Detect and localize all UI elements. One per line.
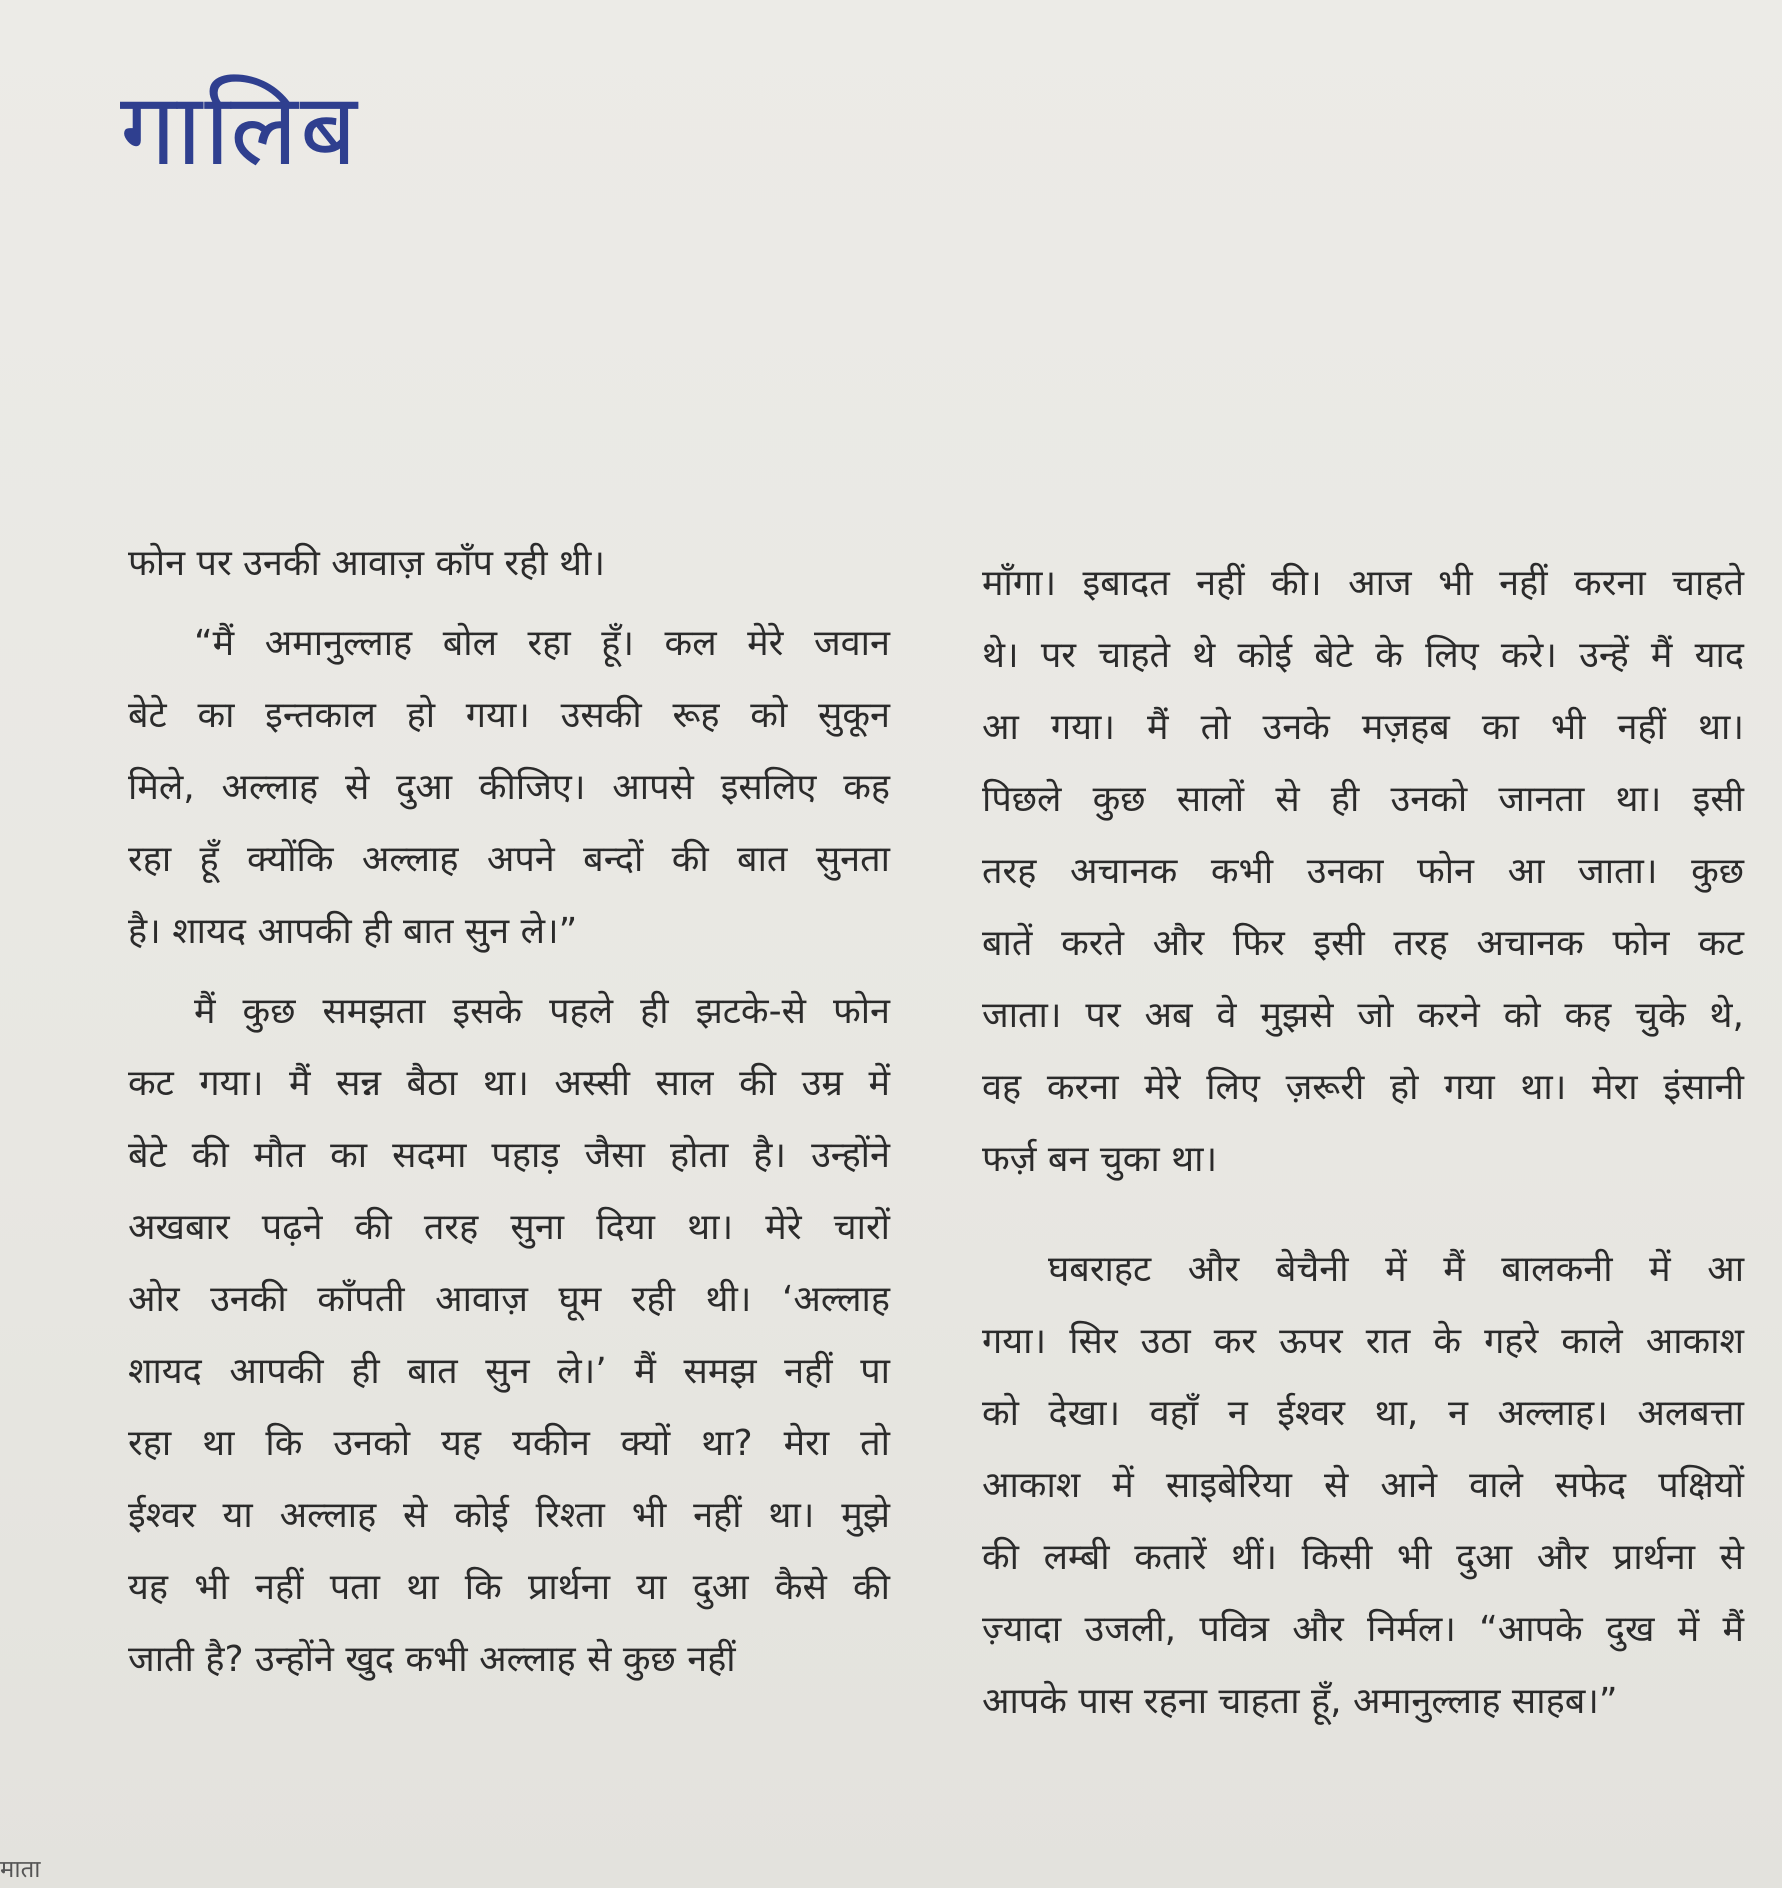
text-line: अखबार पढ़ने की तरह सुना दिया था। मेरे चारों [128, 1207, 890, 1248]
text-line: तरह अचानक कभी उनका फोन आ जाता। कुछ [982, 851, 1744, 892]
chapter-title: गालिब [120, 71, 359, 188]
text-line: रहा था कि उनको यह यकीन क्यों था? मेरा तो [128, 1423, 890, 1464]
text-line: वह करना मेरे लिए ज़रूरी हो गया था। मेरा इंसानी [982, 1067, 1744, 1108]
text-line: पिछले कुछ सालों से ही उनको जानता था। इसी [982, 779, 1744, 820]
text-line: ईश्वर या अल्लाह से कोई रिश्ता भी नहीं था। मुझे [128, 1495, 890, 1536]
text-line: कट गया। मैं सन्न बैठा था। अस्सी साल की उम्र में [128, 1063, 890, 1104]
text-line: जाती है? उन्होंने खुद कभी अल्लाह से कुछ नहीं [128, 1639, 736, 1680]
text-line: बेटे की मौत का सदमा पहाड़ जैसा होता है। उन्होंने [128, 1135, 890, 1176]
text-line: रहा हूँ क्योंकि अल्लाह अपने बन्दों की बात सुनता [128, 839, 890, 880]
text-line: बातें करते और फिर इसी तरह अचानक फोन कट [982, 923, 1744, 964]
text-line: है। शायद आपकी ही बात सुन ले।” [128, 911, 578, 952]
text-line: बेटे का इन्तकाल हो गया। उसकी रूह को सुकून [128, 695, 890, 736]
text-line: यह भी नहीं पता था कि प्रार्थना या दुआ कैसे की [128, 1567, 890, 1608]
page-footer-fragment: माता [0, 1855, 41, 1883]
text-line: थे। पर चाहते थे कोई बेटे के लिए करे। उन्हें मैं याद [982, 635, 1744, 676]
paragraph [128, 976, 890, 1696]
text-line: की लम्बी कतारें थीं। किसी भी दुआ और प्रार्थना से [982, 1537, 1744, 1578]
text-line: आ गया। मैं तो उनके मज़हब का भी नहीं था। [982, 707, 1744, 748]
paragraph [128, 528, 890, 600]
text-line: फोन पर उनकी आवाज़ काँप रही थी। [128, 543, 605, 584]
text-line: जाता। पर अब वे मुझसे जो करने को कह चुके थे, [982, 995, 1744, 1036]
text-line: घबराहट और बेचैनी में मैं बालकनी में आ [1048, 1249, 1744, 1290]
text-line: “मैं अमानुल्लाह बोल रहा हूँ। कल मेरे जवान [194, 623, 890, 664]
text-line: ओर उनकी काँपती आवाज़ घूम रही थी। ‘अल्लाह [128, 1279, 890, 1320]
text-line: मैं कुछ समझता इसके पहले ही झटके-से फोन [194, 991, 890, 1032]
left-column [128, 528, 890, 1696]
text-line: आकाश में साइबेरिया से आने वाले सफेद पक्षियों [982, 1465, 1744, 1506]
paragraph [128, 608, 890, 968]
text-line: फर्ज़ बन चुका था। [982, 1139, 1218, 1180]
paragraph [982, 1234, 1744, 1738]
text-line: आपके पास रहना चाहता हूँ, अमानुल्लाह साहब।” [982, 1681, 1618, 1722]
text-line: माँगा। इबादत नहीं की। आज भी नहीं करना चाहते [982, 563, 1744, 604]
text-line: मिले, अल्लाह से दुआ कीजिए। आपसे इसलिए कह [128, 767, 890, 808]
text-line: शायद आपकी ही बात सुन ले।’ मैं समझ नहीं पा [128, 1351, 890, 1392]
text-line: गया। सिर उठा कर ऊपर रात के गहरे काले आकाश [982, 1321, 1744, 1362]
text-line: को देखा। वहाँ न ईश्वर था, न अल्लाह। अलबत्ता [982, 1393, 1744, 1434]
right-column [982, 548, 1744, 1738]
paragraph [982, 548, 1744, 1196]
text-line: ज़्यादा उजली, पवित्र और निर्मल। “आपके दुख में मैं [982, 1609, 1744, 1650]
